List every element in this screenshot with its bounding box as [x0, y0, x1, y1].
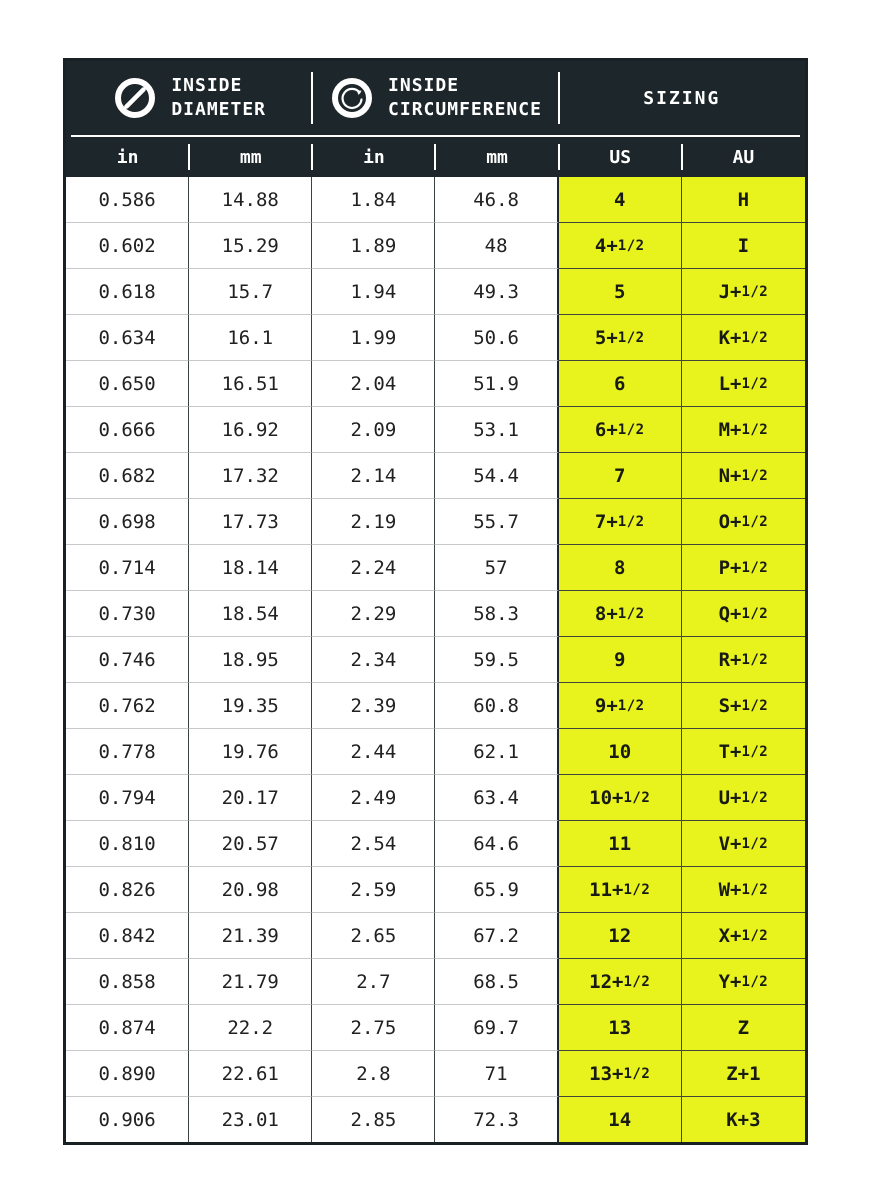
- header-group-inside-circumference: [312, 61, 558, 135]
- us-size-value: 5+ 1/2: [559, 314, 682, 360]
- circumference-mm-value: 65.9: [435, 866, 558, 912]
- us-size-value: 13: [559, 1004, 682, 1050]
- us-size-value: 7+ 1/2: [559, 498, 682, 544]
- circumference-in-value: 2.54: [312, 820, 435, 866]
- circumference-in-value: 2.49: [312, 774, 435, 820]
- diameter-mm-value: 16.1: [189, 314, 312, 360]
- header-label-line2: DIAMETER: [171, 99, 267, 120]
- ring-size-chart: [63, 58, 808, 1145]
- diameter-mm-value: 21.79: [189, 958, 312, 1004]
- us-size-value: 4+ 1/2: [559, 222, 682, 268]
- us-size-value: 10: [559, 728, 682, 774]
- circumference-in-value: 2.59: [312, 866, 435, 912]
- au-size-value: H: [682, 177, 805, 222]
- header-group-inside-diameter: [66, 61, 312, 135]
- header-label-line1: INSIDE: [388, 74, 460, 96]
- circumference-in-value: 2.19: [312, 498, 435, 544]
- header-label-line1: INSIDE: [171, 74, 243, 96]
- diameter-icon: [112, 75, 158, 121]
- circumference-in-value: 2.34: [312, 636, 435, 682]
- circumference-mm-value: 67.2: [435, 912, 558, 958]
- diameter-mm-value: 20.57: [189, 820, 312, 866]
- diameter-in-value: 0.826: [66, 866, 189, 912]
- header-label-inside-diameter: [171, 74, 266, 123]
- circumference-in-value: 2.65: [312, 912, 435, 958]
- circumference-mm-value: 71: [435, 1050, 558, 1096]
- circumference-mm-value: 58.3: [435, 590, 558, 636]
- au-size-value: P+ 1/2: [682, 544, 805, 590]
- column-header-au-size: AU: [682, 137, 805, 177]
- diameter-in-value: 0.746: [66, 636, 189, 682]
- circumference-in-value: 2.29: [312, 590, 435, 636]
- au-size-value: R+ 1/2: [682, 636, 805, 682]
- diameter-in-value: 0.778: [66, 728, 189, 774]
- us-size-value: 9: [559, 636, 682, 682]
- diameter-in-value: 0.890: [66, 1050, 189, 1096]
- diameter-in-value: 0.602: [66, 222, 189, 268]
- diameter-mm-value: 19.35: [189, 682, 312, 728]
- au-size-value: Z+1: [682, 1050, 805, 1096]
- au-size-value: W+ 1/2: [682, 866, 805, 912]
- circumference-in-value: 2.04: [312, 360, 435, 406]
- diameter-mm-value: 22.2: [189, 1004, 312, 1050]
- diameter-mm-value: 15.29: [189, 222, 312, 268]
- table-main-header: [66, 61, 805, 135]
- diameter-in-value: 0.762: [66, 682, 189, 728]
- header-group-sizing: [559, 61, 805, 135]
- circumference-mm-value: 68.5: [435, 958, 558, 1004]
- circumference-mm-value: 49.3: [435, 268, 558, 314]
- diameter-mm-value: 16.51: [189, 360, 312, 406]
- circumference-mm-value: 64.6: [435, 820, 558, 866]
- header-label-inside-circumference: [388, 74, 542, 123]
- circumference-in-value: 2.24: [312, 544, 435, 590]
- table-column-header-row: [66, 137, 805, 177]
- circumference-mm-value: 55.7: [435, 498, 558, 544]
- au-size-value: T+ 1/2: [682, 728, 805, 774]
- circumference-mm-value: 54.4: [435, 452, 558, 498]
- diameter-in-value: 0.714: [66, 544, 189, 590]
- au-size-value: X+ 1/2: [682, 912, 805, 958]
- circumference-mm-value: 53.1: [435, 406, 558, 452]
- header-label-line2: CIRCUMFERENCE: [388, 99, 542, 120]
- diameter-in-value: 0.730: [66, 590, 189, 636]
- circumference-mm-value: 72.3: [435, 1096, 558, 1142]
- us-size-value: 6+ 1/2: [559, 406, 682, 452]
- au-size-value: Y+ 1/2: [682, 958, 805, 1004]
- circumference-in-value: 2.7: [312, 958, 435, 1004]
- circumference-in-value: 2.75: [312, 1004, 435, 1050]
- diameter-mm-value: 17.73: [189, 498, 312, 544]
- diameter-mm-value: 16.92: [189, 406, 312, 452]
- diameter-mm-value: 20.98: [189, 866, 312, 912]
- au-size-value: I: [682, 222, 805, 268]
- us-size-value: 7: [559, 452, 682, 498]
- circumference-mm-value: 62.1: [435, 728, 558, 774]
- au-size-value: V+ 1/2: [682, 820, 805, 866]
- circumference-icon: [329, 75, 375, 121]
- diameter-mm-value: 18.14: [189, 544, 312, 590]
- diameter-mm-value: 17.32: [189, 452, 312, 498]
- us-size-value: 9+ 1/2: [559, 682, 682, 728]
- us-size-value: 12: [559, 912, 682, 958]
- au-size-value: K+3: [682, 1096, 805, 1142]
- us-size-value: 4: [559, 177, 682, 222]
- au-size-value: L+ 1/2: [682, 360, 805, 406]
- diameter-mm-value: 18.54: [189, 590, 312, 636]
- diameter-in-value: 0.858: [66, 958, 189, 1004]
- au-size-value: U+ 1/2: [682, 774, 805, 820]
- us-size-value: 8+ 1/2: [559, 590, 682, 636]
- diameter-in-value: 0.810: [66, 820, 189, 866]
- column-header-diameter-in: in: [116, 146, 139, 168]
- us-size-value: 5: [559, 268, 682, 314]
- circumference-in-value: 2.09: [312, 406, 435, 452]
- diameter-mm-value: 23.01: [189, 1096, 312, 1142]
- table-body: [66, 177, 805, 1142]
- circumference-mm-value: 50.6: [435, 314, 558, 360]
- circumference-mm-value: 60.8: [435, 682, 558, 728]
- circumference-in-value: 1.99: [312, 314, 435, 360]
- diameter-in-value: 0.874: [66, 1004, 189, 1050]
- au-size-value: S+ 1/2: [682, 682, 805, 728]
- diameter-in-value: 0.682: [66, 452, 189, 498]
- us-size-value: 6: [559, 360, 682, 406]
- diameter-in-value: 0.586: [66, 177, 189, 222]
- column-header-us-size: US: [559, 137, 682, 177]
- diameter-in-value: 0.842: [66, 912, 189, 958]
- circumference-mm-value: 46.8: [435, 177, 558, 222]
- diameter-in-value: 0.906: [66, 1096, 189, 1142]
- au-size-value: Z: [682, 1004, 805, 1050]
- circumference-in-value: 1.94: [312, 268, 435, 314]
- us-size-value: 8: [559, 544, 682, 590]
- header-label-sizing: SIZING: [643, 87, 721, 109]
- column-header-circumference-mm: mm: [435, 137, 558, 177]
- diameter-mm-value: 21.39: [189, 912, 312, 958]
- circumference-mm-value: 57: [435, 544, 558, 590]
- au-size-value: K+ 1/2: [682, 314, 805, 360]
- diameter-in-value: 0.794: [66, 774, 189, 820]
- circumference-in-value: 2.39: [312, 682, 435, 728]
- us-size-value: 10+ 1/2: [559, 774, 682, 820]
- diameter-in-value: 0.650: [66, 360, 189, 406]
- diameter-mm-value: 20.17: [189, 774, 312, 820]
- circumference-in-value: 2.85: [312, 1096, 435, 1142]
- column-header-diameter-mm: mm: [189, 137, 312, 177]
- diameter-mm-value: 22.61: [189, 1050, 312, 1096]
- au-size-value: O+ 1/2: [682, 498, 805, 544]
- us-size-value: 13+ 1/2: [559, 1050, 682, 1096]
- diameter-mm-value: 14.88: [189, 177, 312, 222]
- us-size-value: 14: [559, 1096, 682, 1142]
- diameter-in-value: 0.618: [66, 268, 189, 314]
- au-size-value: Q+ 1/2: [682, 590, 805, 636]
- circumference-mm-value: 63.4: [435, 774, 558, 820]
- diameter-in-value: 0.634: [66, 314, 189, 360]
- circumference-in-value: 2.8: [312, 1050, 435, 1096]
- circumference-in-value: 2.14: [312, 452, 435, 498]
- us-size-value: 11: [559, 820, 682, 866]
- column-header-circumference-in: in: [312, 137, 435, 177]
- diameter-in-value: 0.666: [66, 406, 189, 452]
- circumference-mm-value: 59.5: [435, 636, 558, 682]
- circumference-in-value: 1.84: [312, 177, 435, 222]
- diameter-in-value: 0.698: [66, 498, 189, 544]
- circumference-mm-value: 69.7: [435, 1004, 558, 1050]
- au-size-value: M+ 1/2: [682, 406, 805, 452]
- circumference-mm-value: 48: [435, 222, 558, 268]
- diameter-mm-value: 19.76: [189, 728, 312, 774]
- us-size-value: 11+ 1/2: [559, 866, 682, 912]
- us-size-value: 12+ 1/2: [559, 958, 682, 1004]
- au-size-value: N+ 1/2: [682, 452, 805, 498]
- circumference-in-value: 2.44: [312, 728, 435, 774]
- diameter-mm-value: 15.7: [189, 268, 312, 314]
- circumference-in-value: 1.89: [312, 222, 435, 268]
- circumference-mm-value: 51.9: [435, 360, 558, 406]
- au-size-value: J+ 1/2: [682, 268, 805, 314]
- diameter-mm-value: 18.95: [189, 636, 312, 682]
